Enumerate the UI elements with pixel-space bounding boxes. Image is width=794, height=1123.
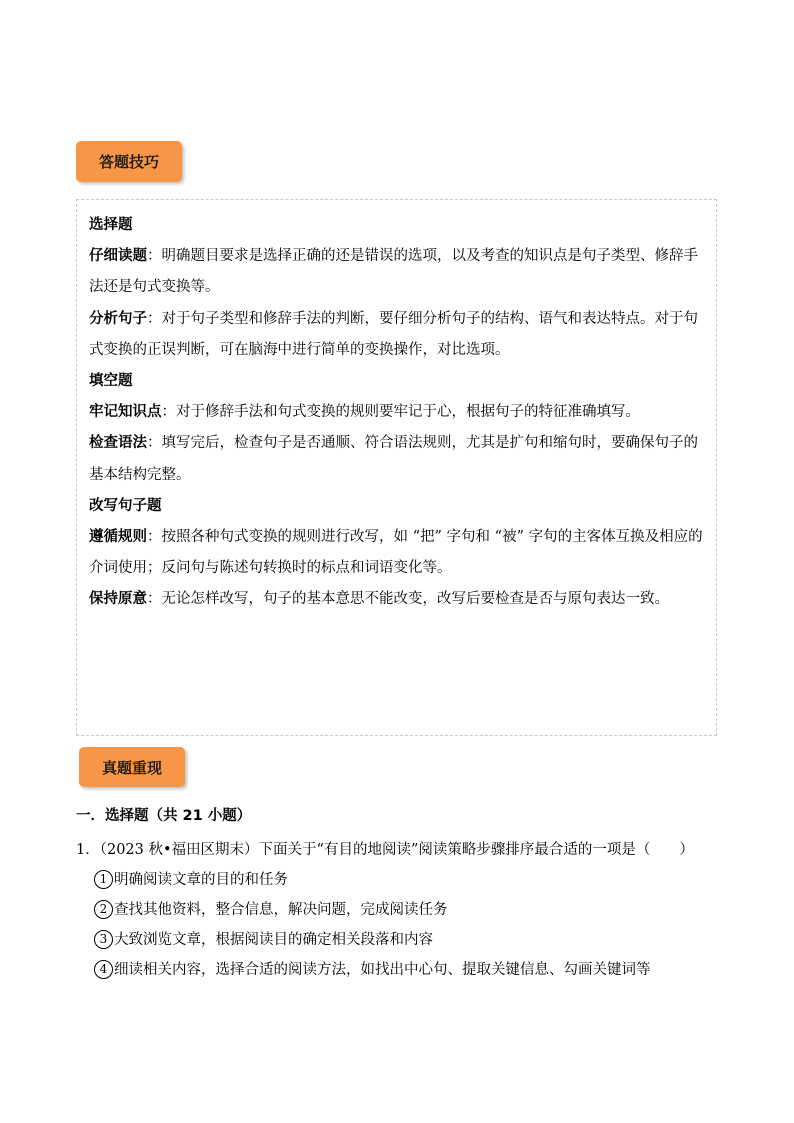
question-stem-text: （2023 秋•福田区期末）下面关于“有目的地阅读”阅读策略步骤排序最合适的一项是（ ）	[99, 842, 694, 858]
choice-section-title: 选择题	[89, 217, 133, 233]
tip-text: ：按照各种句式变换的规则进行改写，如 “把” 字句和 “被” 字句的主客体互换及相应的介词使用；反问句与陈述句转换时的标点和词语变化等。	[89, 529, 703, 577]
circled-number: 1	[94, 870, 113, 889]
real-questions-heading-label: 真题重现	[101, 758, 162, 777]
tip-text: ：明确题目要求是选择正确的还是错误的选项，以及考查的知识点是句子类型、修辞手法还是句式变换等。	[89, 248, 698, 296]
option-text: 查找其他资料，整合信息，解决问题，完成阅读任务	[114, 902, 448, 918]
tip-label: 牢记知识点	[89, 404, 162, 421]
option-item	[76, 925, 718, 955]
tip-label: 遵循规则	[89, 529, 147, 546]
tips-content	[89, 210, 709, 616]
tip-item	[89, 584, 709, 615]
tip-label: 仔细读题	[89, 248, 147, 265]
tip-text: ：填写完后，检查句子是否通顺、符合语法规则，尤其是扩句和缩句时，要确保句子的基本结构完整。	[89, 435, 698, 483]
tip-label: 保持原意	[89, 591, 147, 608]
tip-label: 分析句子	[89, 310, 147, 327]
tips-heading-label: 答题技巧	[98, 153, 159, 171]
tips-box	[76, 199, 717, 736]
question-number: 1．	[76, 842, 100, 858]
circled-number: 4	[94, 960, 113, 979]
option-item	[76, 865, 718, 895]
tip-text: ：无论怎样改写，句子的基本意思不能改变，改写后要检查是否与原句表达一致。	[147, 591, 669, 608]
tips-heading-tag	[76, 141, 182, 182]
option-text: 大致浏览文章，根据阅读目的确定相关段落和内容	[114, 932, 433, 948]
circled-number: 2	[94, 900, 113, 919]
option-item	[76, 955, 718, 985]
tip-text: ：对于句子类型和修辞手法的判断，要仔细分析句子的结构、语气和表达特点。对于句式变换的正误判断，可在脑海中进行简单的变换操作，对比选项。	[89, 310, 698, 358]
tip-text: ：对于修辞手法和句式变换的规则要牢记于心，根据句子的特征准确填写。	[161, 404, 640, 421]
tip-item	[89, 428, 709, 490]
option-text: 细读相关内容，选择合适的阅读方法，如找出中心句、提取关键信息、勾画关键词等	[114, 962, 651, 978]
tip-item	[89, 241, 709, 303]
question-stem	[76, 835, 718, 865]
tip-item	[89, 304, 709, 366]
option-item	[76, 895, 718, 925]
option-text: 明确阅读文章的目的和任务	[114, 872, 288, 888]
tip-label: 检查语法	[89, 435, 147, 452]
real-questions-heading-tag	[79, 747, 185, 787]
tip-item	[89, 522, 709, 584]
circled-number: 3	[94, 930, 113, 949]
question-section-title: 一．选择题（共 21 小题）	[76, 808, 252, 824]
fill-section-title: 填空题	[89, 373, 133, 390]
tip-item	[89, 397, 709, 428]
question-1	[76, 835, 718, 985]
rewrite-section-title: 改写句子题	[89, 497, 162, 514]
